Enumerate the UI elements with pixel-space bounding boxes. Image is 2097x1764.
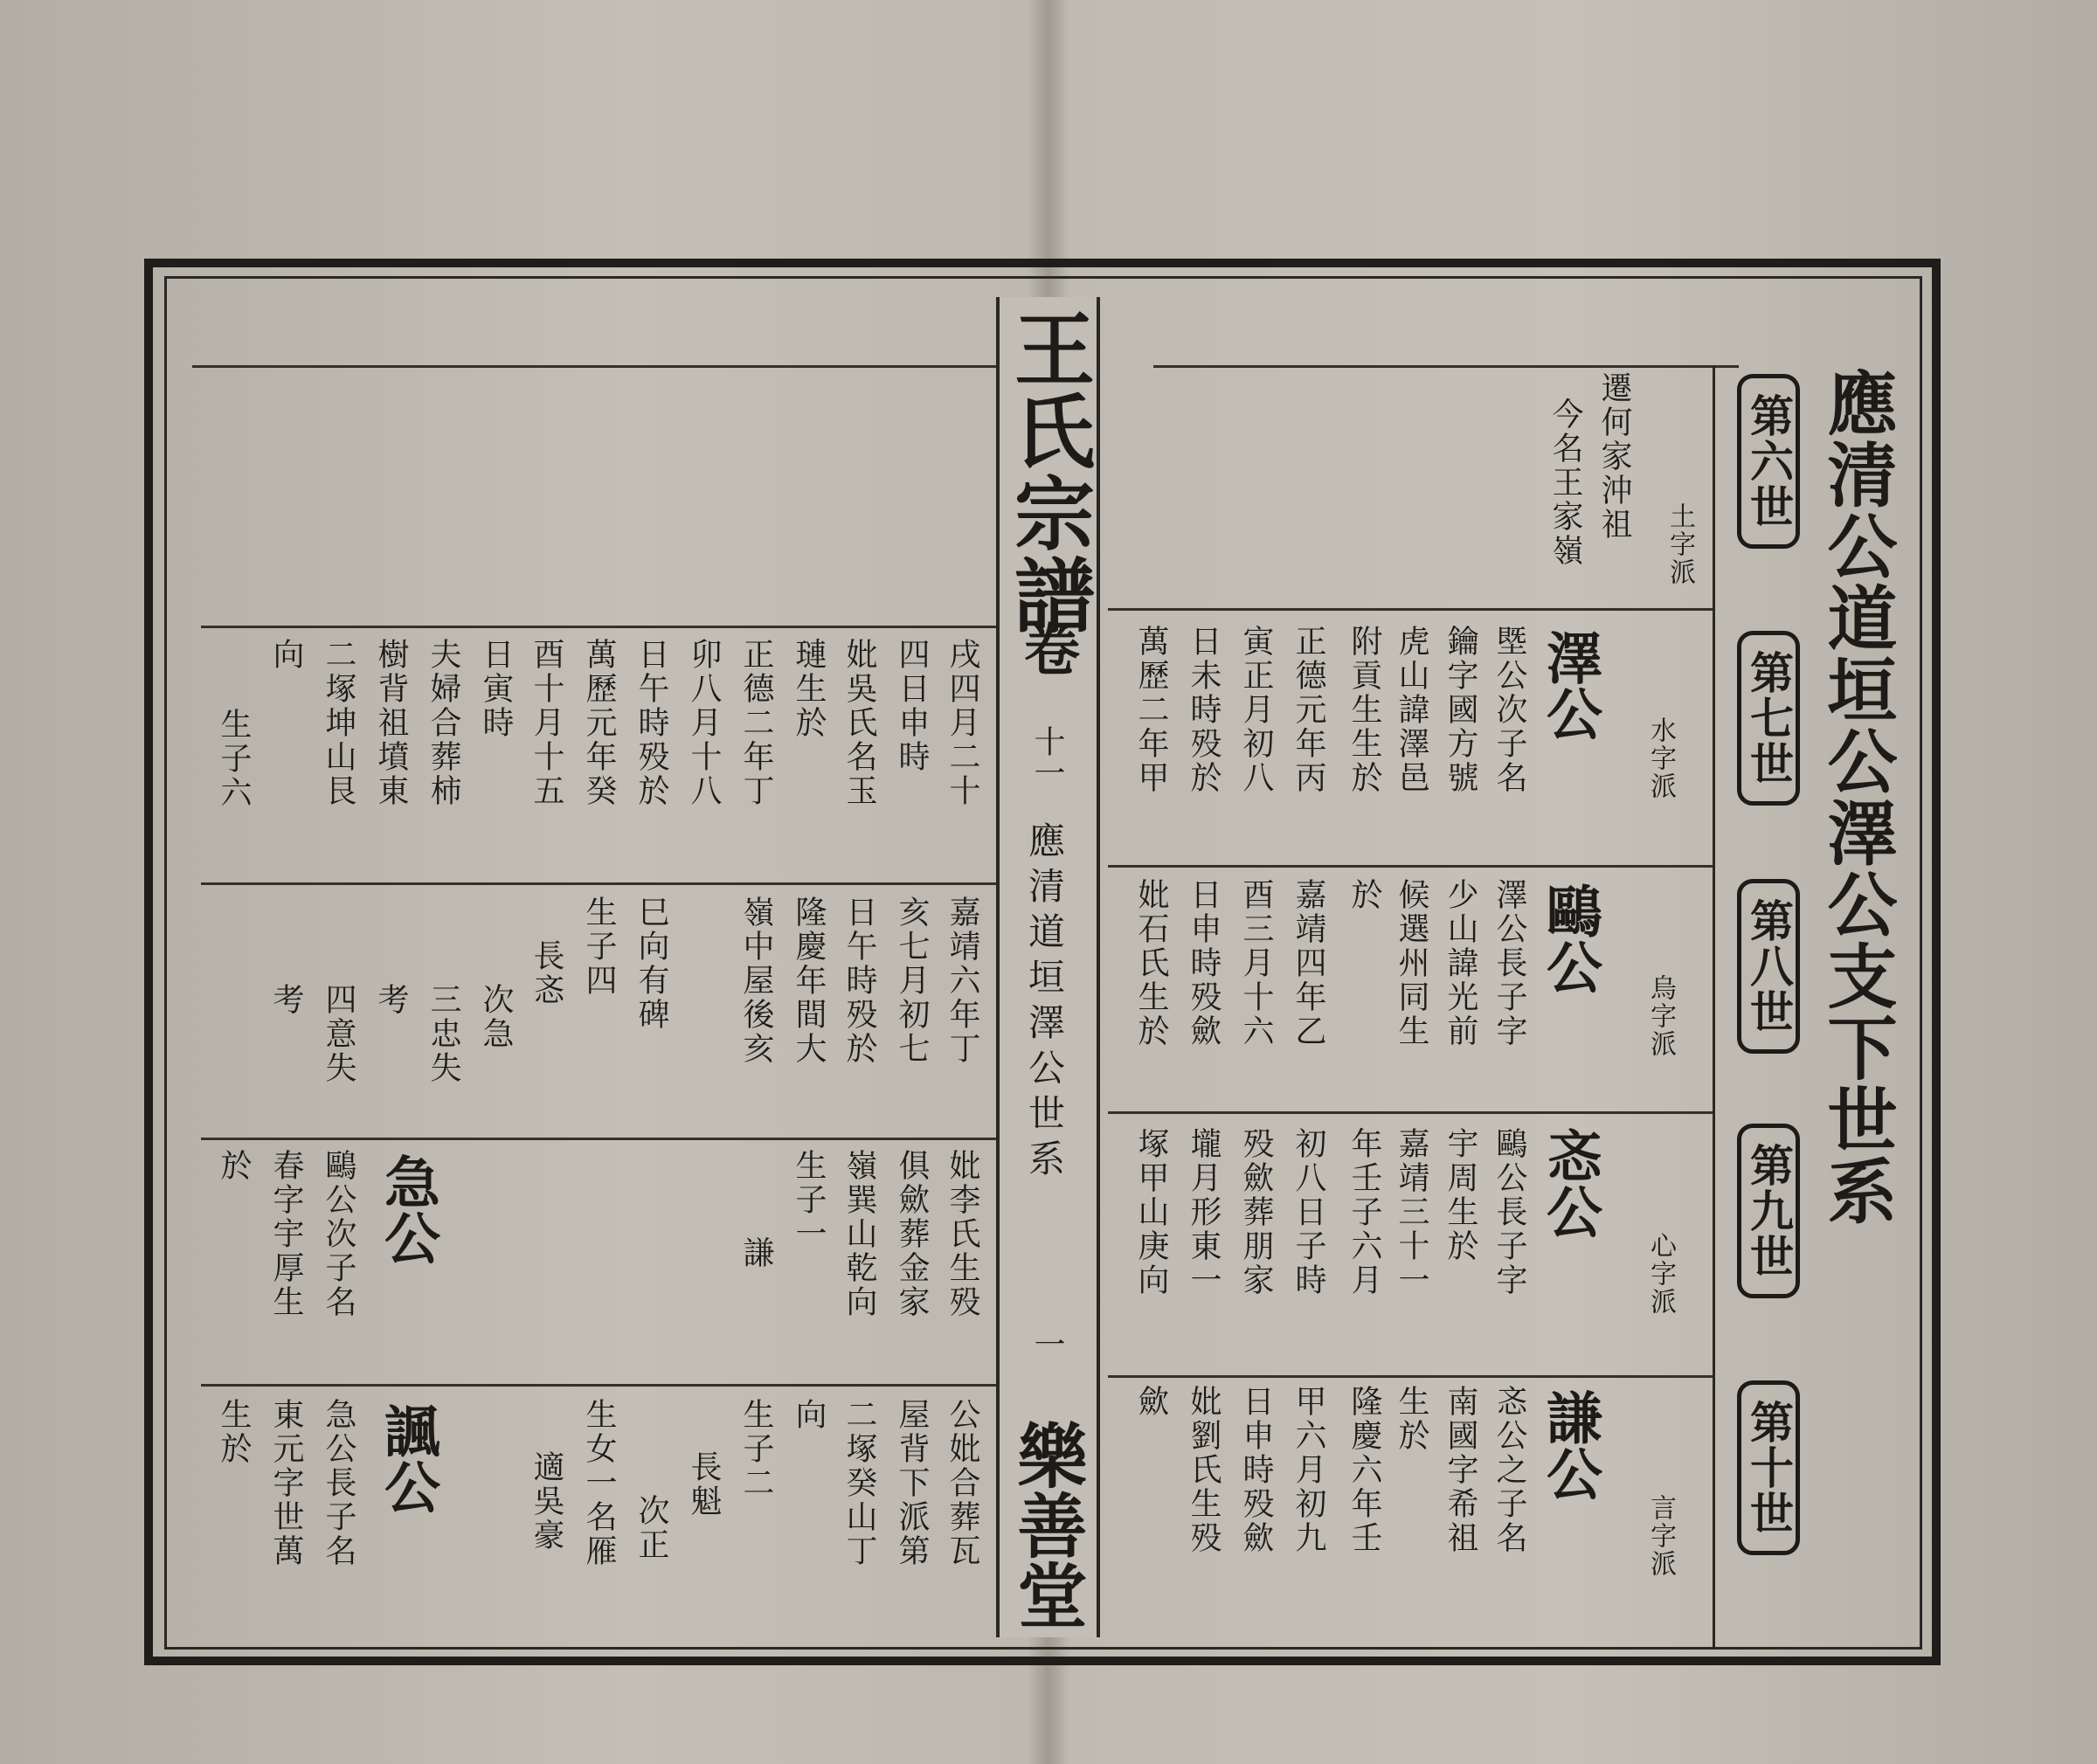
page-heading: 應清公道垣公澤公支下世系 xyxy=(1816,367,1898,1227)
entry-line: 鑰字國方號 xyxy=(1443,625,1478,795)
entry-line: 四意失 xyxy=(321,983,356,1085)
entry-line: 日午時殁於 xyxy=(633,638,669,808)
entry-line: 日未時殁於 xyxy=(1186,625,1222,795)
entry-line: 正德元年丙 xyxy=(1291,625,1326,795)
entry-line: 萬歷元年癸 xyxy=(581,638,617,808)
entry-line: 嶺巽山乾向 xyxy=(841,1149,877,1319)
generation-label-10: 第十世 xyxy=(1737,1380,1800,1555)
entry-line: 東元字世萬 xyxy=(268,1398,304,1568)
entry-line: 忞公之子名 xyxy=(1491,1385,1527,1555)
entry-line: 年壬子六月 xyxy=(1346,1127,1382,1297)
entry-line: 少山諱光前 xyxy=(1443,878,1478,1048)
entry-line: 巳向有碑 xyxy=(633,896,669,1032)
entry-line: 日寅時 xyxy=(478,638,514,740)
branch-tag: 心字派 xyxy=(1645,1232,1676,1316)
entry-line: 壠月形東一 xyxy=(1186,1127,1222,1297)
rule xyxy=(1108,1375,1713,1378)
entry-line: 酉十月十五 xyxy=(529,638,564,808)
branch-tag: 烏字派 xyxy=(1645,974,1676,1058)
entry-line: 隆慶六年壬 xyxy=(1346,1385,1382,1555)
entry-line: 春字宇厚生 xyxy=(268,1149,304,1319)
generation-label-6: 第六世 xyxy=(1737,374,1800,549)
spine-rule-right xyxy=(1097,297,1100,1637)
entry-line: 考 xyxy=(373,983,409,1017)
entry-line: 嶺中屋後亥 xyxy=(738,896,774,1066)
entry-line: 嘉靖四年乙 xyxy=(1291,878,1326,1048)
entry-line: 妣李氏生殁 xyxy=(945,1149,980,1319)
entry-line: 向 xyxy=(791,1398,827,1432)
rule xyxy=(1108,608,1713,611)
entry-line: 樹背祖墳東 xyxy=(373,638,409,808)
entry-line: 澤公長子字 xyxy=(1491,878,1527,1048)
person-name: 忞公 xyxy=(1537,1127,1602,1239)
spine-volume: 十一 xyxy=(1029,725,1065,788)
person-name: 澤公 xyxy=(1537,629,1602,741)
entry-line: 次正 xyxy=(633,1494,669,1562)
rule xyxy=(1108,865,1713,868)
rule xyxy=(201,1138,996,1140)
rule xyxy=(201,882,996,885)
entry-line: 亥七月初七 xyxy=(894,896,930,1066)
entry-line: 妣吳氏名玉 xyxy=(841,638,877,808)
rule xyxy=(201,626,996,628)
entry-line: 生子六 xyxy=(216,708,252,810)
spine-subtitle: 應清道垣澤公世系 xyxy=(1023,821,1066,1185)
entry-line: 生於 xyxy=(216,1398,252,1466)
spine-juan: 卷 xyxy=(1014,620,1080,676)
entry-line: 日午時殁於 xyxy=(841,896,877,1066)
entry-line: 考 xyxy=(268,983,304,1017)
entry-line: 二塚癸山丁 xyxy=(841,1398,877,1568)
entry-line: 妣劉氏生殁 xyxy=(1186,1385,1222,1555)
entry-line: 夫婦合葬柿 xyxy=(426,638,461,808)
entry-line: 長魁 xyxy=(686,1450,722,1518)
entry-line: 初八日子時 xyxy=(1291,1127,1326,1297)
entry-line: 宇周生於 xyxy=(1443,1127,1478,1263)
spine-title: 王氏宗譜 xyxy=(1001,308,1096,636)
entry-line: 四日申時 xyxy=(894,638,930,774)
entry-line: 卯八月十八 xyxy=(686,638,722,808)
rule-vertical xyxy=(1713,365,1715,1650)
rule xyxy=(192,365,996,368)
entry-line: 妣石氏生於 xyxy=(1133,878,1169,1048)
generation-label-7: 第七世 xyxy=(1737,631,1800,806)
entry-line: 嘉靖三十一 xyxy=(1394,1127,1429,1297)
entry-line: 寅正月初八 xyxy=(1238,625,1274,795)
person-name: 鷗公 xyxy=(1537,882,1602,994)
entry-line: 急公長子名 xyxy=(321,1398,356,1568)
entry-line: 於 xyxy=(1346,878,1382,912)
rule xyxy=(1153,365,1739,368)
entry-line: 生子一 xyxy=(791,1149,827,1251)
entry-line: 甲六月初九 xyxy=(1291,1385,1326,1555)
entry-line: 長忞 xyxy=(529,939,564,1007)
entry-line: 南國字希祖 xyxy=(1443,1385,1478,1555)
entry-line: 適吳豪 xyxy=(529,1450,564,1553)
entry-line: 二塚坤山艮 xyxy=(321,638,356,808)
entry-line: 遷何家沖祖 xyxy=(1596,371,1632,542)
spine-page-number: 一 xyxy=(1029,1328,1065,1359)
entry-line: 公妣合葬瓦 xyxy=(945,1398,980,1568)
entry-line: 候選州同生 xyxy=(1394,878,1429,1048)
generation-label-8: 第八世 xyxy=(1737,879,1800,1054)
entry-line: 戌四月二十 xyxy=(945,638,980,808)
entry-line: 於 xyxy=(216,1149,252,1183)
entry-line: 鷗公次子名 xyxy=(321,1149,356,1319)
spine-rule-left xyxy=(996,297,1000,1637)
entry-line: 日申時殁歛 xyxy=(1238,1385,1274,1555)
entry-line: 生子四 xyxy=(581,896,617,998)
entry-line: 嘉靖六年丁 xyxy=(945,896,980,1066)
person-name: 諷公 xyxy=(375,1402,440,1514)
entry-line: 萬歷二年甲 xyxy=(1133,625,1169,795)
entry-line: 次急 xyxy=(478,983,514,1051)
person-name: 急公 xyxy=(375,1153,440,1265)
entry-line: 正德二年丁 xyxy=(738,638,774,808)
entry-line: 屋背下派第 xyxy=(894,1398,930,1568)
entry-line: 日申時殁歛 xyxy=(1186,878,1222,1048)
branch-tag: 水字派 xyxy=(1645,716,1676,800)
branch-tag: 言字派 xyxy=(1645,1494,1676,1578)
entry-line: 璉生於 xyxy=(791,638,827,740)
entry-line: 塚甲山庚向 xyxy=(1133,1127,1169,1297)
entry-line: 隆慶年間大 xyxy=(791,896,827,1066)
entry-line: 向 xyxy=(268,638,304,672)
entry-line: 今名王家嶺 xyxy=(1547,398,1583,568)
entry-line: 謙 xyxy=(738,1236,774,1270)
branch-tag: 土字派 xyxy=(1664,502,1695,586)
rule xyxy=(201,1384,996,1387)
entry-line: 俱歛葬金家 xyxy=(894,1149,930,1319)
entry-line: 歛 xyxy=(1133,1385,1169,1419)
entry-line: 虎山諱澤邑 xyxy=(1394,625,1429,795)
entry-line: 生女一名雁 xyxy=(581,1398,617,1568)
entry-line: 鷗公長子字 xyxy=(1491,1127,1527,1297)
entry-line: 生於 xyxy=(1394,1385,1429,1453)
spine-hall-name: 樂善堂 xyxy=(1006,1420,1088,1629)
entry-line: 塈公次子名 xyxy=(1491,625,1527,795)
entry-line: 三忠失 xyxy=(426,983,461,1085)
entry-line: 生子二 xyxy=(738,1398,774,1500)
entry-line: 殁歛葬朋家 xyxy=(1238,1127,1274,1297)
generation-label-9: 第九世 xyxy=(1737,1124,1800,1298)
entry-line: 附貢生生於 xyxy=(1346,625,1382,795)
rule xyxy=(1108,1111,1713,1114)
entry-line: 酉三月十六 xyxy=(1238,878,1274,1048)
person-name: 謙公 xyxy=(1537,1389,1602,1501)
